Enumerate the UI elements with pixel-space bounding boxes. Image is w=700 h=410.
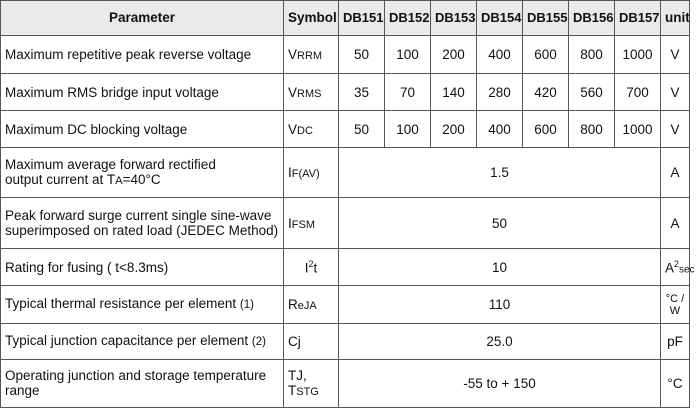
value-cell: 400 — [477, 35, 523, 73]
unit-cell: V — [661, 111, 690, 148]
table-row-vrrm — [1, 35, 690, 73]
value-cell: 200 — [431, 35, 477, 73]
value-cell: 100 — [385, 35, 431, 73]
header-device: DB156 — [569, 1, 615, 36]
value-cell: 1.5 — [339, 148, 661, 198]
parameter-cell: Maximum repetitive peak reverse voltage — [1, 35, 284, 73]
value-cell: 700 — [615, 73, 661, 111]
unit-cell: A — [661, 198, 690, 249]
value-cell: 560 — [569, 73, 615, 111]
unit-cell: °C / W — [661, 286, 690, 324]
value-cell: 110 — [339, 286, 661, 324]
header-device: DB152 — [385, 1, 431, 36]
symbol-cell: IFSM — [284, 198, 339, 249]
parameter-cell: Maximum DC blocking voltage — [1, 111, 284, 148]
value-cell: 600 — [523, 111, 569, 148]
parameter-cell: Operating junction and storage temperature range — [1, 359, 284, 407]
table-row-ifav — [1, 148, 690, 198]
unit-cell: A — [661, 148, 690, 198]
parameter-cell: Peak forward surge current single sine-wave superimposed on rated load (JEDEC Method) — [1, 198, 284, 249]
unit-cell: V — [661, 73, 690, 111]
value-cell: 70 — [385, 73, 431, 111]
header-unit: unit — [661, 1, 690, 36]
symbol-cell: TJ, TSTG — [284, 359, 339, 407]
parameter-cell: Typical junction capacitance per element (2) — [1, 324, 284, 360]
value-cell: 140 — [431, 73, 477, 111]
value-cell: 10 — [339, 249, 661, 286]
value-cell: 50 — [339, 35, 385, 73]
header-device: DB155 — [523, 1, 569, 36]
table-row-thermal — [1, 286, 690, 324]
header-device: DB154 — [477, 1, 523, 36]
unit-cell: °C — [661, 359, 690, 407]
unit-cell: V — [661, 35, 690, 73]
header-device: DB151 — [339, 1, 385, 36]
value-cell: 800 — [569, 35, 615, 73]
symbol-cell: IF(AV) — [284, 148, 339, 198]
value-cell: 1000 — [615, 35, 661, 73]
table-row-cj — [1, 324, 690, 360]
value-cell: 800 — [569, 111, 615, 148]
value-cell: 50 — [339, 111, 385, 148]
value-cell: -55 to + 150 — [339, 359, 661, 407]
value-cell: 200 — [431, 111, 477, 148]
header-device: DB157 — [615, 1, 661, 36]
header-row — [1, 1, 690, 36]
symbol-cell: ReJA — [284, 286, 339, 324]
symbol-cell: $I^2t$ — [284, 249, 339, 286]
parameter-cell: Rating for fusing ( t<8.3ms) — [1, 249, 284, 286]
value-cell: 600 — [523, 35, 569, 73]
symbol-cell: VDC — [284, 111, 339, 148]
table-row-vdc — [1, 111, 690, 148]
value-cell: 1000 — [615, 111, 661, 148]
unit-cell: pF — [661, 324, 690, 360]
table-row-temperature — [1, 359, 690, 407]
parameter-cell: Maximum average forward rectified output current at TA=40°C — [1, 148, 284, 198]
unit-cell: $A^2\sec$ — [661, 249, 690, 286]
header-parameter: Parameter — [1, 1, 284, 36]
value-cell: 35 — [339, 73, 385, 111]
header-device: DB153 — [431, 1, 477, 36]
table-row-ifsm — [1, 198, 690, 249]
parameter-cell: Maximum RMS bridge input voltage — [1, 73, 284, 111]
value-cell: 280 — [477, 73, 523, 111]
parameter-cell: Typical thermal resistance per element (1) — [1, 286, 284, 324]
symbol-cell: VRMS — [284, 73, 339, 111]
symbol-cell: Cj — [284, 324, 339, 360]
value-cell: 400 — [477, 111, 523, 148]
value-cell: 50 — [339, 198, 661, 249]
value-cell: 25.0 — [339, 324, 661, 360]
value-cell: 100 — [385, 111, 431, 148]
value-cell: 420 — [523, 73, 569, 111]
table-row-vrms — [1, 73, 690, 111]
table-row-i2t — [1, 249, 690, 286]
symbol-cell: VRRM — [284, 35, 339, 73]
header-symbol: Symbol — [284, 1, 339, 36]
